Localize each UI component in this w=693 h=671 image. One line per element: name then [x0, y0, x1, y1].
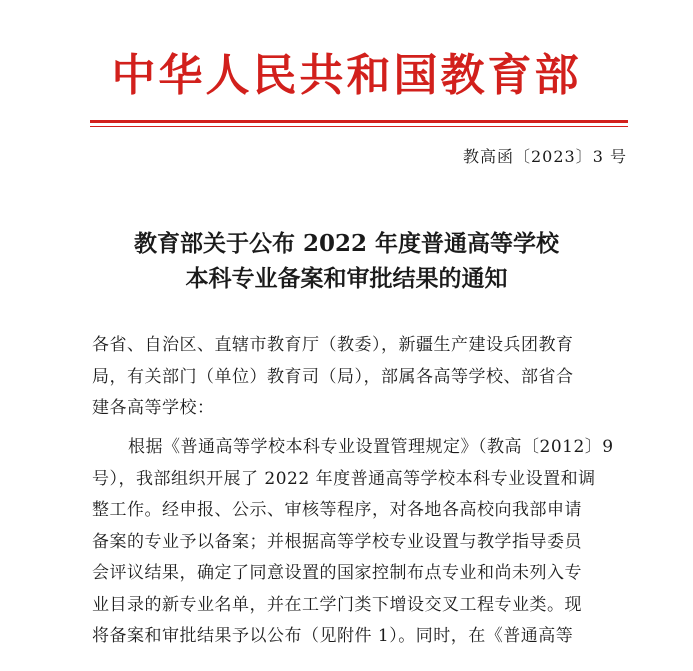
body-line: 会评议结果，确定了同意设置的国家控制布点专业和尚未列入专 [92, 563, 582, 583]
addressee-paragraph [92, 330, 632, 425]
document-title-line-2: 本科专业备案和审批结果的通知 [185, 265, 508, 292]
document-title-line-1: 教育部关于公布 2022 年度普通高等学校 [133, 230, 560, 257]
body-line: 号），我部组织开展了 2022 年度普通高等学校本科专业设置和调 [92, 468, 596, 489]
body-line: 备案的专业予以备案；并根据高等学校专业设置与教学指导委员 [92, 531, 582, 552]
letterhead-red-rule-thin [90, 126, 628, 127]
addressee-line: 局，有关部门（单位）教育司（局），部属各高等学校、部省合 [92, 366, 574, 387]
body-paragraph [92, 432, 632, 653]
addressee-line: 各省、自治区、直辖市教育厅（教委），新疆生产建设兵团教育 [92, 335, 574, 355]
body-line: 整工作。经申报、公示、审核等程序，对各地各高校向我部申请 [92, 500, 582, 520]
letterhead-title: 中华人民共和国教育部 [111, 50, 582, 101]
body-line: 将备案和审批结果予以公布（见附件 1）。同时，在《普通高等 [92, 626, 574, 646]
body-line: 根据《普通高等学校本科专业设置管理规定》（教高〔2012〕9 [128, 437, 614, 457]
document-number: 教高函〔2023〕3 号 [463, 147, 627, 166]
addressee-line: 建各高等学校： [92, 398, 215, 418]
letterhead-red-rule [90, 120, 628, 123]
body-line: 业目录的新专业名单，并在工学门类下增设交叉工程专业类。现 [92, 594, 582, 615]
